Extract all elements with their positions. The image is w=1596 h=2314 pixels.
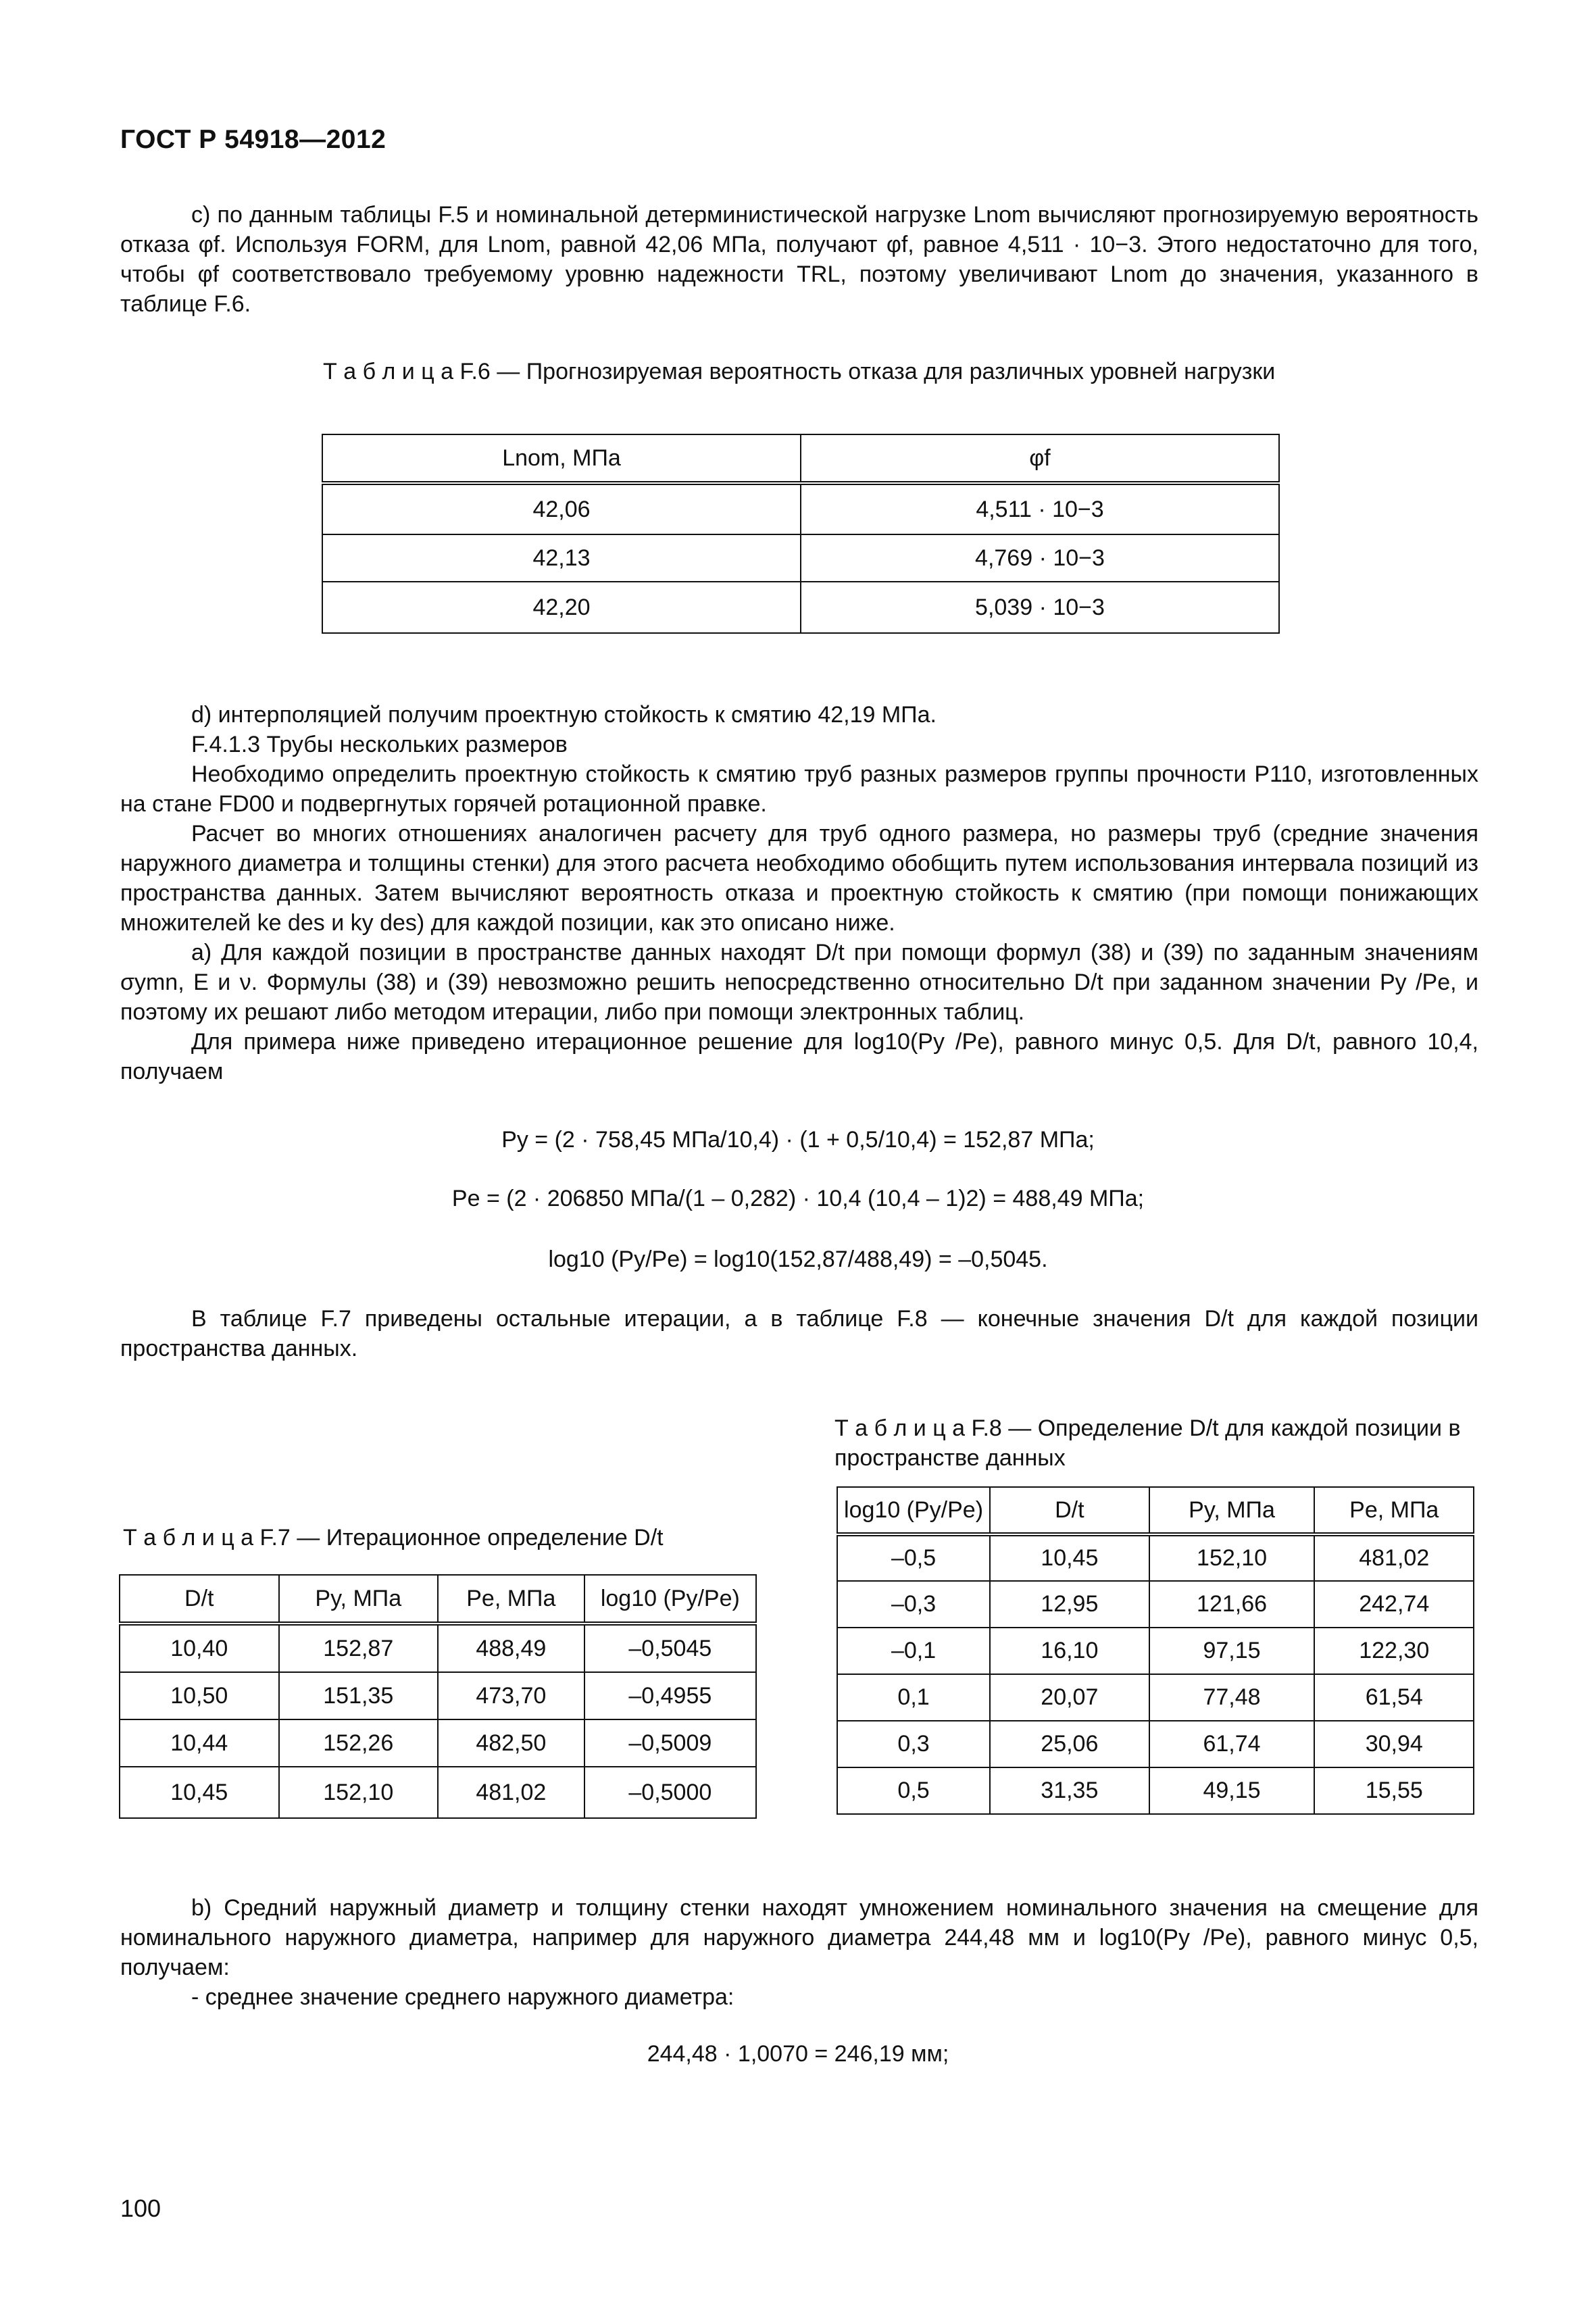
page-number: 100 <box>120 2194 161 2222</box>
table-f8-cell: –0,1 <box>837 1628 990 1674</box>
table-f8-cell: 16,10 <box>990 1628 1149 1674</box>
table-f7-cell: 488,49 <box>438 1624 584 1672</box>
table-f7 <box>119 1574 757 1819</box>
table-f7-cell: 152,87 <box>279 1624 439 1672</box>
paragraph: Расчет во многих отношениях аналогичен расчету для труб одного размера, но размеры труб (средние значения наружного диаметра и толщины стенки) для этого расчета необходимо обобщить путем использования интервала позиций из пространства данных. Затем вычисляют вероятность отказа и проектную стойкость к смятию (при помощи понижающих множителей ke des и ky des) для каждой позиции, как это описано ниже. <box>120 821 1478 936</box>
table-f8-cell: 61,74 <box>1149 1721 1315 1767</box>
table-f7-cell: 10,45 <box>120 1767 279 1818</box>
paragraph-a: а) Для каждой позиции в пространстве данных находят D/t при помощи формул (38) и (39) по заданным значениям σymn, E и ν. Формулы (38) и (39) невозможно решить непосредственно относительно D/t при заданном значении Py /Pe, и поэтому их решают либо методом итерации, либо при помощи электронных таблиц. <box>120 940 1478 1025</box>
table-f8-cell: 0,5 <box>837 1767 990 1814</box>
table-f7-cell: –0,4955 <box>584 1672 756 1719</box>
table-f8-caption: Т а б л и ц а F.8 — Определение D/t для каждой позиции в пространстве данных <box>834 1415 1461 1471</box>
table-f8-cell: –0,3 <box>837 1581 990 1628</box>
table-f6-cell: 42,06 <box>322 483 801 534</box>
paragraph-c: с) по данным таблицы F.5 и номинальной детерминистической нагрузке Lnom вычисляют прогнозируемую вероятность отказа φf. Используя FORM, для Lnom, равной 42,06 МПа, получают φf, равное 4,511 · 10−3. Этого недостаточно для того, чтобы φf соответствовало требуемому уровню надежности TRL, поэтому увеличивают Lnom до значения, указанного в таблице F.6. <box>120 202 1478 317</box>
table-f8-cell: 15,55 <box>1314 1767 1474 1814</box>
table-f6-header: φf <box>801 434 1279 483</box>
table-f6-caption: Т а б л и ц а F.6 — Прогнозируемая вероятность отказа для различных уровней нагрузки <box>323 359 1276 384</box>
table-f8-cell: 20,07 <box>990 1674 1149 1721</box>
table-f8-cell: 152,10 <box>1149 1534 1315 1581</box>
table-f8-header: Pe, МПа <box>1314 1487 1474 1534</box>
table-f8-cell: 0,3 <box>837 1721 990 1767</box>
table-f8-header: D/t <box>990 1487 1149 1534</box>
table-f7-cell: 482,50 <box>438 1719 584 1767</box>
table-f8-cell: 121,66 <box>1149 1581 1315 1628</box>
table-f8-cell: 49,15 <box>1149 1767 1315 1814</box>
equation-diameter: 244,48 · 1,0070 = 246,19 мм; <box>647 2041 949 2067</box>
table-f7-caption: Т а б л и ц а F.7 — Итерационное определение D/t <box>123 1525 664 1551</box>
table-f8-header: Py, МПа <box>1149 1487 1315 1534</box>
table-f7-cell: 152,10 <box>279 1767 439 1818</box>
table-f7-header: log10 (Py/Pe) <box>584 1575 756 1624</box>
equation-py: Py = (2 · 758,45 МПа/10,4) · (1 + 0,5/10,4) = 152,87 МПа; <box>501 1127 1095 1153</box>
table-f8 <box>837 1486 1474 1815</box>
table-f8-cell: 97,15 <box>1149 1628 1315 1674</box>
table-f6-cell: 4,769 · 10−3 <box>801 534 1279 582</box>
table-f7-cell: 151,35 <box>279 1672 439 1719</box>
table-f6 <box>322 434 1280 634</box>
paragraph: Необходимо определить проектную стойкость к смятию труб разных размеров группы прочности Р110, изготовленных на стане FD00 и подвергнутых горячей ротационной правке. <box>120 761 1478 817</box>
document-header: ГОСТ Р 54918—2012 <box>120 125 386 154</box>
table-f7-header: Py, МПа <box>279 1575 439 1624</box>
table-f8-cell: 77,48 <box>1149 1674 1315 1721</box>
table-f7-cell: 481,02 <box>438 1767 584 1818</box>
list-item: - среднее значение среднего наружного диаметра: <box>191 1984 734 2010</box>
table-f8-cell: 12,95 <box>990 1581 1149 1628</box>
table-f8-cell: –0,5 <box>837 1534 990 1581</box>
table-f7-cell: –0,5045 <box>584 1624 756 1672</box>
table-f7-header: D/t <box>120 1575 279 1624</box>
table-f8-cell: 31,35 <box>990 1767 1149 1814</box>
table-f7-cell: 10,44 <box>120 1719 279 1767</box>
paragraph: Для примера ниже приведено итерационное решение для log10(Py /Pe), равного минус 0,5. Для D/t, равного 10,4, получаем <box>120 1029 1478 1084</box>
table-f8-cell: 10,45 <box>990 1534 1149 1581</box>
table-f6-cell: 4,511 · 10−3 <box>801 483 1279 534</box>
table-f8-cell: 25,06 <box>990 1721 1149 1767</box>
table-f8-cell: 242,74 <box>1314 1581 1474 1628</box>
paragraph: В таблице F.7 приведены остальные итерации, а в таблице F.8 — конечные значения D/t для каждой позиции пространства данных. <box>120 1306 1478 1361</box>
table-f8-cell: 0,1 <box>837 1674 990 1721</box>
table-f7-cell: 10,40 <box>120 1624 279 1672</box>
table-f6-header: Lnom, МПа <box>322 434 801 483</box>
table-f6-cell: 42,20 <box>322 582 801 633</box>
table-f7-cell: –0,5009 <box>584 1719 756 1767</box>
table-f7-cell: 473,70 <box>438 1672 584 1719</box>
table-f8-cell: 61,54 <box>1314 1674 1474 1721</box>
table-f7-cell: 152,26 <box>279 1719 439 1767</box>
table-f6-cell: 5,039 · 10−3 <box>801 582 1279 633</box>
paragraph-d: d) интерполяцией получим проектную стойкость к смятию 42,19 МПа. <box>191 702 937 728</box>
table-f8-cell: 481,02 <box>1314 1534 1474 1581</box>
equation-log: log10 (Py/Pe) = log10(152,87/488,49) = –0,5045. <box>548 1247 1048 1272</box>
table-f8-cell: 30,94 <box>1314 1721 1474 1767</box>
paragraph-b: b) Средний наружный диаметр и толщину стенки находят умножением номинального значения на смещение для номинального наружного диаметра, например для наружного диаметра 244,48 мм и log10(Py /Pe), равного минус 0,5, получаем: <box>120 1895 1478 1980</box>
section-heading: F.4.1.3 Трубы нескольких размеров <box>191 732 568 757</box>
table-f7-cell: –0,5000 <box>584 1767 756 1818</box>
table-f8-header: log10 (Py/Pe) <box>837 1487 990 1534</box>
table-f6-cell: 42,13 <box>322 534 801 582</box>
table-f7-header: Pe, МПа <box>438 1575 584 1624</box>
equation-pe: Pe = (2 · 206850 МПа/(1 – 0,282) · 10,4 (10,4 – 1)2) = 488,49 МПа; <box>451 1186 1145 1211</box>
table-f7-cell: 10,50 <box>120 1672 279 1719</box>
table-f8-cell: 122,30 <box>1314 1628 1474 1674</box>
